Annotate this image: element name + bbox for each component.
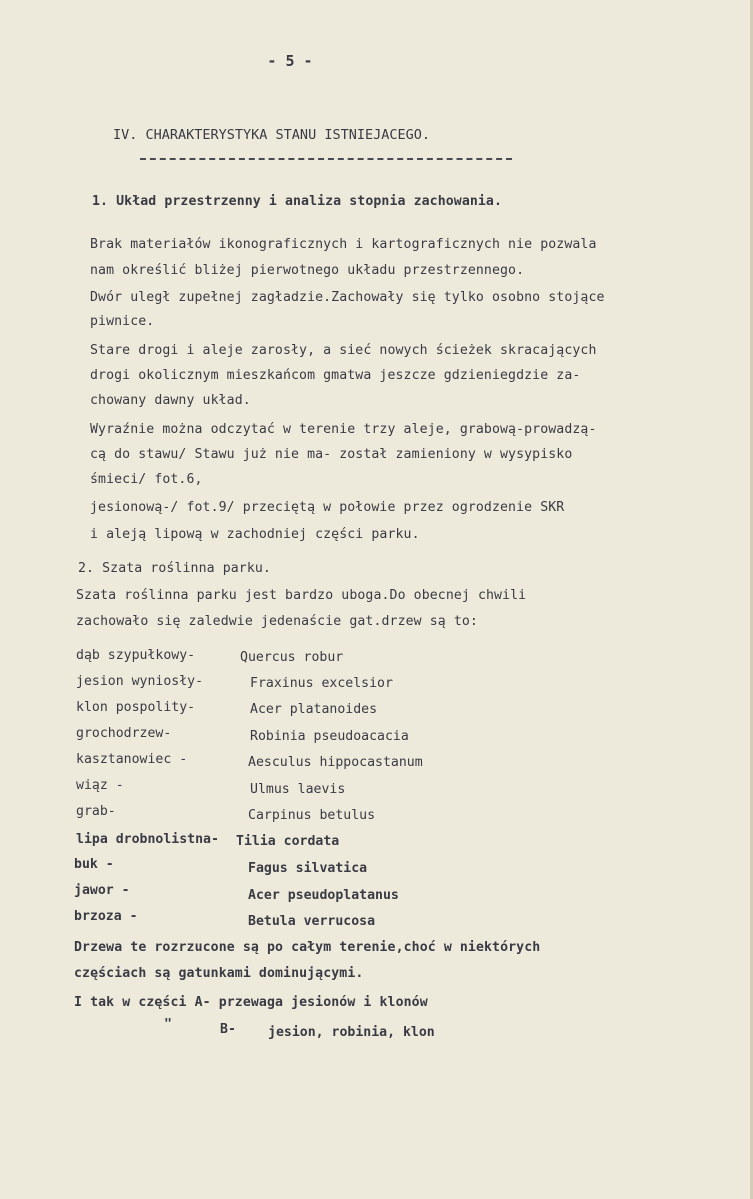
species-latin-name: Fraxinus excelsior — [250, 676, 393, 691]
paragraph-line: Dwór uległ zupełnej zagładzie.Zachowały się tylko osobno stojące — [90, 290, 605, 305]
paragraph-line: jesionową-/ fot.9/ przeciętą w połowie przez ogrodzenie SKR — [90, 500, 565, 515]
species-polish-name: wiąz - — [76, 778, 124, 793]
species-polish-name: kasztanowiec - — [76, 752, 188, 767]
species-polish-name: brzoza - — [74, 909, 138, 924]
paragraph-line: Stare drogi i aleje zarosły, a sieć nowych ścieżek skracających — [90, 343, 597, 358]
paragraph-line: I tak w części A- przewaga jesionów i klonów — [74, 995, 428, 1010]
ditto-mark: " — [164, 1017, 172, 1032]
paragraph-line: Szata roślinna parku jest bardzo uboga.Do obecnej chwili — [76, 588, 527, 603]
paragraph-line: Drzewa te rozrzucone są po całym terenie,choć w niektórych — [74, 940, 541, 955]
species-latin-name: Acer pseudoplatanus — [248, 888, 399, 903]
species-polish-name: buk - — [74, 857, 114, 872]
paragraph-line: Wyraźnie można odczytać w terenie trzy aleje, grabową-prowadzą- — [90, 422, 597, 437]
species-polish-name: lipa drobnolistna- — [76, 832, 219, 847]
paragraph-line: chowany dawny układ. — [90, 393, 251, 408]
paragraph-line: częściach są gatunkami dominującymi. — [74, 966, 364, 981]
species-polish-name: grab- — [76, 804, 116, 819]
paragraph-line: jesion, robinia, klon — [268, 1025, 435, 1040]
species-latin-name: Fagus silvatica — [248, 861, 368, 876]
heading-underline — [140, 158, 512, 160]
species-polish-name: jesion wyniosły- — [76, 674, 204, 689]
paragraph-line: piwnice. — [90, 314, 155, 329]
paragraph-line: zachowało się zaledwie jedenaście gat.drzew są to: — [76, 614, 478, 629]
species-polish-name: grochodrzew- — [76, 726, 172, 741]
chapter-heading: IV. CHARAKTERYSTYKA STANU ISTNIEJACEGO. — [113, 127, 430, 143]
species-latin-name: Aesculus hippocastanum — [248, 755, 423, 770]
paragraph-line: nam określić bliżej pierwotnego układu przestrzennego. — [90, 263, 525, 278]
section-1-title: 1. Układ przestrzenny i analiza stopnia zachowania. — [92, 194, 503, 209]
paragraph-line: śmieci/ fot.6, — [90, 472, 203, 487]
paragraph-line: i aleją lipową w zachodniej części parku. — [90, 527, 420, 542]
species-polish-name: klon pospolity- — [76, 700, 196, 715]
species-latin-name: Quercus robur — [240, 650, 344, 665]
paragraph-line: cą do stawu/ Stawu już nie ma- został zamieniony w wysypisko — [90, 447, 573, 462]
species-polish-name: jawor - — [74, 883, 130, 898]
paragraph-line: drogi okolicznym mieszkańcom gmatwa jeszcze gdzieniegdzie za- — [90, 368, 581, 383]
species-latin-name: Tilia cordata — [236, 834, 340, 849]
paragraph-line: Brak materiałów ikonograficznych i kartograficznych nie pozwala — [90, 237, 597, 252]
species-latin-name: Carpinus betulus — [248, 808, 376, 823]
species-latin-name: Robinia pseudoacacia — [250, 729, 409, 744]
species-latin-name: Ulmus laevis — [250, 782, 346, 797]
part-label: B- — [220, 1022, 236, 1037]
page-number: - 5 - — [267, 52, 313, 70]
species-polish-name: dąb szypułkowy- — [76, 648, 196, 663]
species-latin-name: Betula verrucosa — [248, 914, 376, 929]
species-latin-name: Acer platanoides — [250, 702, 378, 717]
section-2-title: 2. Szata roślinna parku. — [78, 561, 271, 576]
